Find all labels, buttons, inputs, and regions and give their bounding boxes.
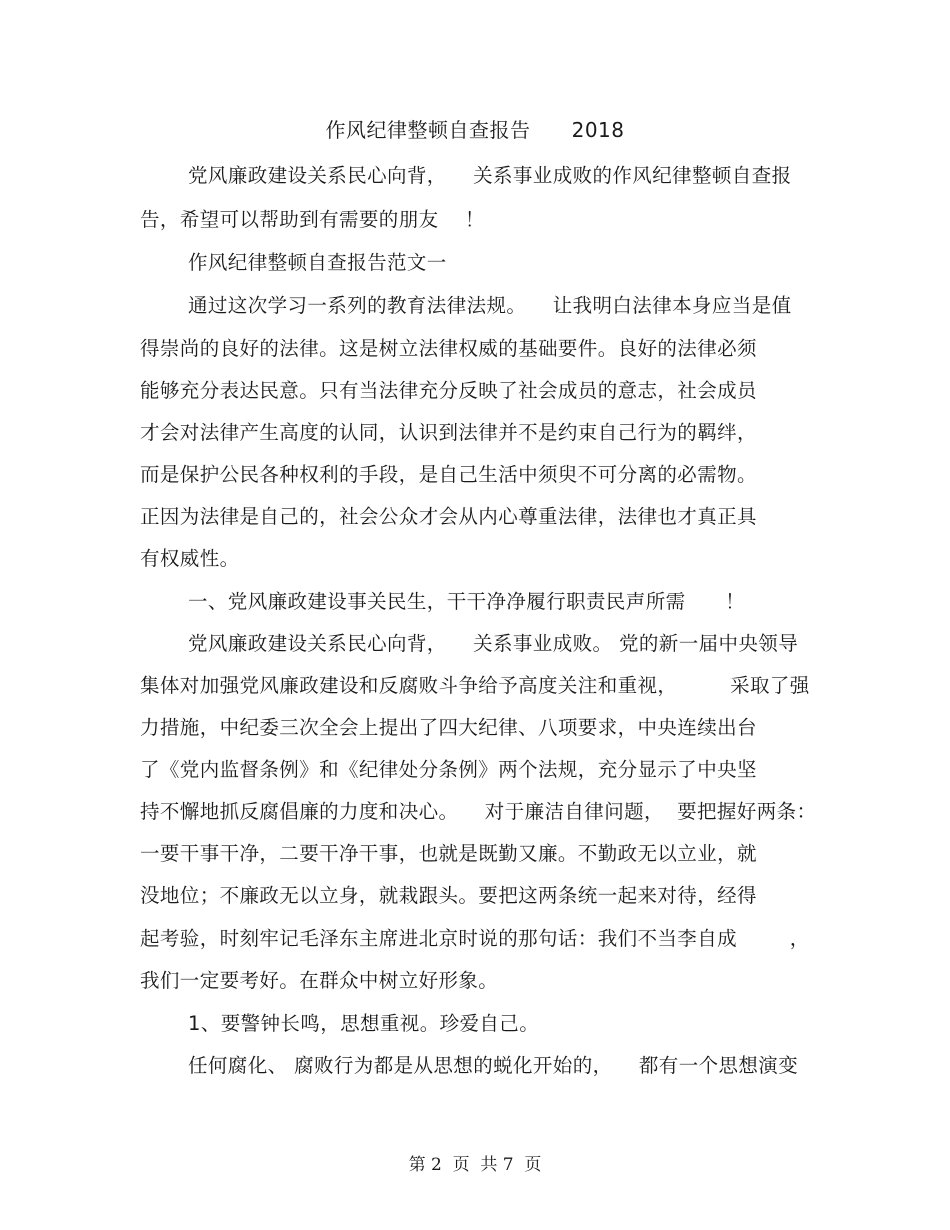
text-line: 才会对法律产生高度的认同，认识到法律并不是约束自己行为的羁绊， bbox=[140, 421, 757, 444]
text-line: 没地位；不廉政无以立身，就栽跟头。要把这两条统一起来对待，经得 bbox=[140, 884, 757, 907]
text-line: 了《党内监督条例》和《纪律处分条例》两个法规，充分显示了中央坚 bbox=[140, 758, 757, 781]
text-line: 正因为法律是自己的，社会公众才会从内心尊重法律，法律也才真正具 bbox=[140, 505, 757, 528]
section-heading: 一、党风廉政建设事关民生，干干净净履行职责民声所需 ！ bbox=[188, 590, 745, 613]
text-line: 一要干事干净，二要干净干事，也就是既勤又廉。不勤政无以立业，就 bbox=[140, 842, 757, 865]
text-line: 得崇尚的良好的法律。这是树立法律权威的基础要件。良好的法律必须 bbox=[140, 337, 757, 360]
text-line: 告，希望可以帮助到有需要的朋友 ！ bbox=[140, 208, 485, 231]
text-line: 力措施，中纪委三次全会上提出了四大纪律、八项要求，中央连续出台 bbox=[140, 716, 757, 739]
text-line: 作风纪律整顿自查报告范文一 bbox=[188, 251, 447, 274]
text-line: 我们一定要考好。在群众中树立好形象。 bbox=[140, 969, 499, 992]
text-line: 而是保护公民各种权利的手段，是自己生活中须臾不可分离的必需物。 bbox=[140, 463, 757, 486]
text-line: 持不懈地抓反腐倡廉的力度和决心。 对于廉洁自律问题， 要把握好两条： bbox=[140, 800, 817, 823]
text-line: 任何腐化、 腐败行为都是从思想的蜕化开始的， 都有一个思想演变 bbox=[188, 1054, 799, 1077]
text-line: 能够充分表达民意。只有当法律充分反映了社会成员的意志，社会成员 bbox=[140, 379, 757, 402]
text-line: 党风廉政建设关系民心向背， 关系事业成败的作风纪律整顿自查报 bbox=[188, 164, 792, 187]
text-line: 集体对加强党风廉政建设和反腐败斗争给予高度关注和重视， 采取了强 bbox=[140, 674, 810, 697]
document-title: 作风纪律整顿自查报告 2018 bbox=[325, 118, 625, 142]
page-number: 第 2 页 共 7 页 bbox=[408, 1155, 542, 1175]
subsection-heading: 1、要警钟长鸣，思想重视。珍爱自己。 bbox=[188, 1012, 540, 1035]
text-line: 起考验，时刻牢记毛泽东主席进北京时说的那句话：我们不当李自成 ， bbox=[140, 927, 810, 950]
text-line: 通过这次学习一系列的教育法律法规。 让我明白法律本身应当是值 bbox=[188, 294, 792, 317]
text-line: 有权威性。 bbox=[140, 547, 240, 570]
text-line: 党风廉政建设关系民心向背， 关系事业成败。 党的新一届中央领导 bbox=[188, 632, 799, 655]
